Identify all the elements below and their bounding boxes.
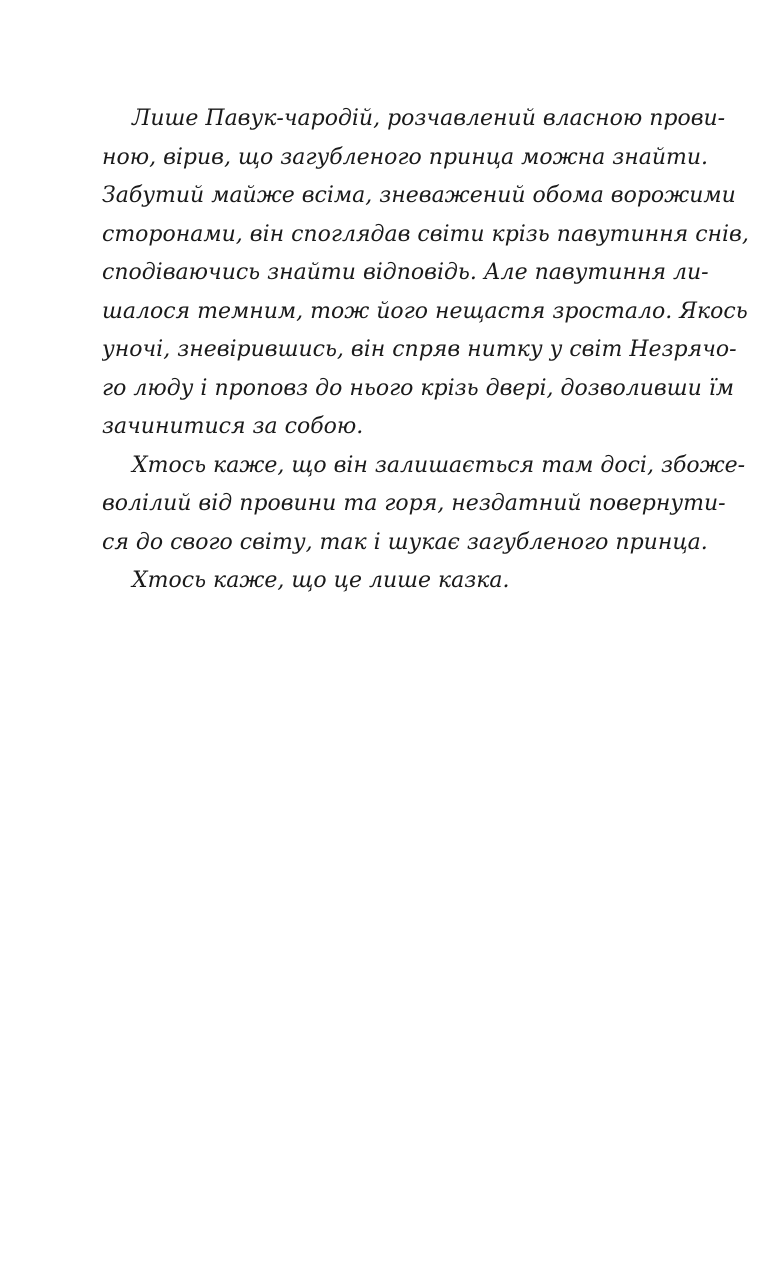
text-line: го люду і проповз до нього крізь двері, дозволивши їм [102, 375, 735, 401]
text-line: Хтось каже, що це лише казка. [132, 568, 510, 593]
text-line: уночі, зневірившись, він спряв нитку у світ Незрячо- [102, 337, 737, 362]
text-line: сподіваючись знайти відповідь. Але павутиння ли- [102, 260, 709, 285]
text-line: волілий від провини та горя, нездатний повернути- [102, 491, 726, 516]
text-line: Хтось каже, що він залишається там досі, збоже- [132, 452, 746, 478]
page-text [102, 100, 762, 601]
text-line: Забутий майже всіма, зневажений обома ворожими [102, 183, 736, 208]
text-line: ною, вірив, що загубленого принца можна знайти. [102, 144, 709, 170]
text-line: сторонами, він споглядав світи крізь павутиння снів, [102, 221, 749, 247]
text-line: ся до свого світу, так і шукає загубленого принца. [102, 529, 708, 555]
text-line: шалося темним, тож його нещастя зростало. Якось [102, 298, 748, 324]
paragraph-3 [102, 562, 762, 601]
text-line: зачинитися за собою. [102, 414, 364, 439]
text-line: Лише Павук-чародій, розчавлений власною прови- [132, 106, 726, 131]
paragraph-1 [102, 100, 762, 447]
paragraph-2 [102, 447, 762, 563]
